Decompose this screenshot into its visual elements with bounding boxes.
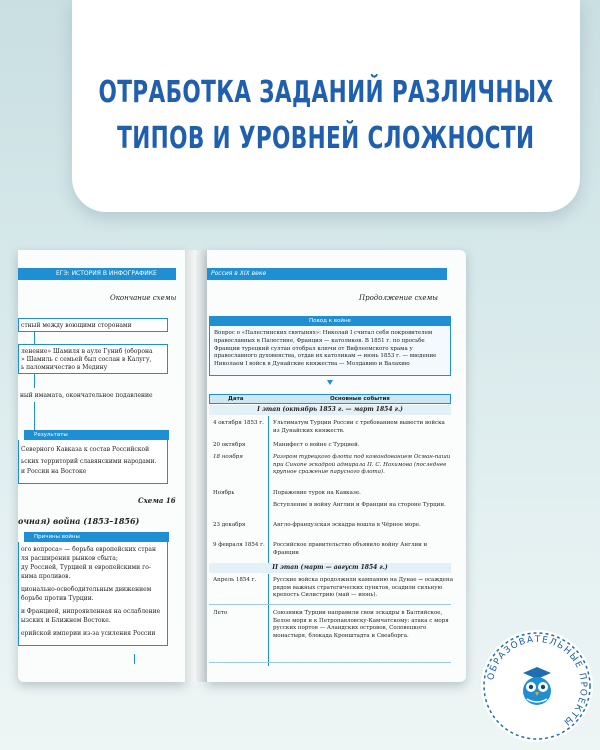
- left-box-2: [18, 344, 168, 374]
- book-spine: [185, 250, 207, 682]
- table-row-date: 23 декабря: [213, 522, 246, 528]
- causes-line: ерийской империи из-за усиления России: [21, 630, 156, 637]
- pretext-header: Повод к войне: [209, 316, 451, 326]
- column-header-date: Дата: [228, 396, 244, 402]
- column-header-events: Основные события: [330, 396, 390, 402]
- connector-line: [34, 402, 35, 430]
- stage-1-header: I этап (октябрь 1853 г. — март 1854 г.): [209, 405, 451, 415]
- left-running-head: ЕГЭ: ИСТОРИЯ В ИНФОГРАФИКЕ: [18, 268, 176, 280]
- table-row-event: Ультиматум Турции России с требованием вывести войска из Дунайских княжеств.: [273, 420, 445, 434]
- stage-2-header: II этап (март — август 1854 г.): [209, 563, 451, 573]
- table-row-date: Апрель 1854 г.: [213, 577, 257, 583]
- connector-line: [34, 374, 35, 388]
- connector-line: [134, 654, 135, 664]
- left-line: ный имамата, окончательное подавление: [20, 392, 153, 399]
- table-row-event: Вступление в войну Англии и Франции на стороне Турции.: [273, 502, 446, 508]
- left-line: ленение» Шамиля в ауле Гуниб (оборона: [21, 348, 153, 355]
- causes-line: ого вопроса» — борьба европейских стран: [21, 546, 156, 553]
- page-number: 93: [433, 270, 444, 279]
- banner-title-line-1: ОТРАБОТКА ЗАДАНИЙ РАЗЛИЧНЫХ: [98, 75, 554, 110]
- table-row-event: Русские войска продолжили кампанию на Дунае → осаждена рядом важных стратегических пунктов, осадили сильную крепость Силистрию (май — июнь).: [273, 577, 453, 598]
- table-row-event: Союзники Турции направили свои эскадры в Балтийское, Белое моря и к Петропавловску-Камчатскому: атака с моря русских портов — Аландских островов, Соловецкого монастыря, блокада Кронштадта и Свеаборга.: [273, 610, 449, 639]
- table-row-date: 18 ноября: [213, 454, 243, 460]
- table-divider: [268, 574, 269, 666]
- table-row-divider: [209, 604, 451, 605]
- left-line: ь паломничество в Медину: [21, 364, 108, 371]
- connector-line: [34, 332, 35, 344]
- table-bottom-border: [209, 662, 451, 663]
- table-row-date: 4 октября 1853 г.: [213, 420, 264, 426]
- results-line: ьских территорий славянскими народами.: [21, 458, 157, 465]
- table-row-event: Поражение турок на Кавказе.: [273, 490, 361, 496]
- table-row-event: Российское правительство объявило войну Англии и Франции: [273, 542, 428, 556]
- right-page: [207, 250, 466, 682]
- causes-header: Причины войны: [24, 532, 169, 542]
- schema-number: Схема 16: [138, 496, 176, 505]
- results-box: [18, 440, 168, 484]
- publisher-stamp: [478, 627, 596, 745]
- left-page-caption: Окончание схемы: [110, 294, 177, 302]
- left-box-1: [18, 318, 168, 332]
- pretext-box: [209, 326, 451, 376]
- table-row-date: 9 февраля 1854 г.: [213, 542, 265, 548]
- table-row-event: Разгром турецкого флота под командованием Осман-паши при Синопе эскадрой адмирала П. С. Нахимова (последнее крупное сражение парусного флота).: [273, 454, 451, 475]
- causes-box: [18, 542, 168, 646]
- title-banner: [72, 0, 580, 212]
- war-title: очная) война (1853–1856): [18, 516, 140, 526]
- owl-logo-icon: [478, 627, 596, 745]
- banner-title-line-2: ТИПОВ И УРОВНЕЙ СЛОЖНОСТИ: [117, 121, 535, 156]
- causes-line: ционально-освободительным движением: [21, 586, 152, 593]
- table-row-event: Манифест о войне с Турцией.: [273, 442, 360, 448]
- right-page-caption: Продолжение схемы: [359, 294, 439, 302]
- results-line: Северного Кавказа к состав Российской: [21, 446, 150, 453]
- left-line: » Шамиль с семьей был сослан в Калугу,: [21, 356, 152, 363]
- right-running-head: Россия в XIX веке: [207, 268, 447, 280]
- results-header: Результаты: [24, 430, 169, 440]
- open-book: [18, 250, 466, 682]
- causes-line: ду Россией, Турцией и европейскими го-: [21, 564, 151, 571]
- results-line: и России на Востоке: [21, 468, 87, 475]
- causes-line: ля расширения рынков сбыта;: [21, 555, 118, 562]
- stamp-text: ОБРАЗОВАТЕЛЬНЫЕ ПРОЕКТЫ: [486, 634, 589, 728]
- arrow-down-icon: [327, 380, 333, 385]
- table-header: [209, 394, 451, 404]
- causes-line: кима проливов.: [21, 573, 71, 580]
- pretext-text: Вопрос о «Палестинских святынях»: Николай I считал себя покровителем православных в Палестине, Франция — католиков. В 1851 г. по просьбе Франции турецкий султан отобрал ключи от Вифлеемского храма у православного духовенства, отдав их католикам → июнь 1853 г. — введение Николаем I войск в Дунайские княжества — Молдавию и Валахию: [214, 330, 437, 368]
- causes-line: ызских и Ближнем Востоке.: [21, 617, 111, 624]
- left-line: стный между воющими сторонами: [21, 322, 132, 329]
- left-page: [18, 250, 185, 682]
- causes-line: и Францией, нипроявленная на ослабление: [21, 608, 161, 615]
- table-divider: [268, 416, 269, 563]
- table-row-event: Англо-французская эскадра вошла в Чёрное море.: [273, 522, 421, 528]
- table-row-date: Лето: [213, 610, 228, 616]
- table-row-date: 20 октября: [213, 442, 246, 448]
- causes-line: борьбе против Турции.: [21, 595, 94, 602]
- table-row-date: Ноябрь: [213, 490, 235, 496]
